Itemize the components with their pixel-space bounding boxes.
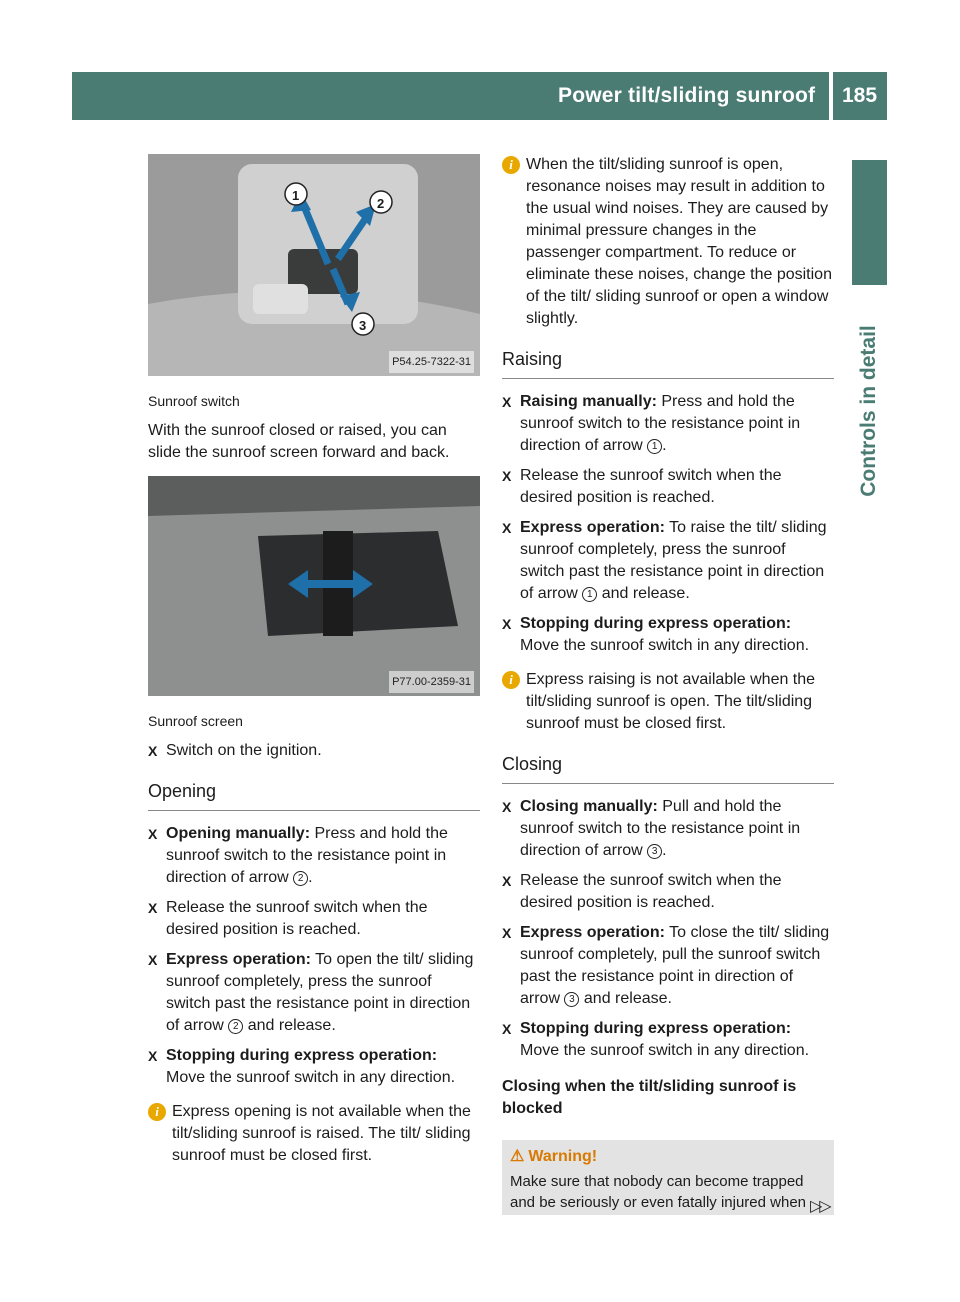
step-closing-express [502, 922, 834, 1010]
step-text: Press and hold the sunroof switch to the resistance point in direction of arrow [166, 825, 448, 886]
step-end: and release. [597, 585, 690, 602]
step-closing-stop [502, 1018, 834, 1062]
step-marker: X [502, 1021, 512, 1037]
step-text: Release the sunroof switch when the desired position is reached. [520, 872, 782, 911]
step-bold: Express operation: [520, 519, 665, 536]
step-text: Move the sunroof switch in any direction. [166, 1069, 456, 1086]
step-bold: Stopping during express operation: [166, 1047, 438, 1064]
step-text: To close the tilt/ sliding sunroof completely, pull the sunroof switch past the resistance point in direction of arrow [520, 924, 830, 1007]
warning-icon: ⚠ [510, 1148, 525, 1165]
step-text: Move the sunroof switch in any direction. [520, 1042, 810, 1059]
step-opening-stop [148, 1045, 480, 1089]
step-end: . [662, 437, 667, 454]
step-opening-release [148, 897, 480, 941]
sunroof-switch-photo [148, 154, 480, 376]
step-marker: X [502, 873, 512, 889]
step-bold: Closing manually: [520, 798, 658, 815]
section-heading-opening: Opening [148, 780, 480, 811]
step-end: and release. [243, 1017, 336, 1034]
warning-title [510, 1146, 826, 1167]
step-closing-release [502, 870, 834, 914]
step-bold: Express operation: [520, 924, 665, 941]
right-column [502, 154, 834, 1215]
step-end: . [662, 842, 667, 859]
step-marker: X [148, 900, 158, 916]
step-raising-express [502, 517, 834, 605]
step-text: To raise the tilt/ sliding sunroof completely, press the sunroof switch past the resistance point in direction of arrow [520, 519, 827, 602]
section-label-text: Controls in detail [857, 325, 880, 497]
step-marker: X [502, 468, 512, 484]
step-text: Press and hold the sunroof switch to the resistance point in direction of arrow [520, 393, 801, 454]
photo-code: P54.25-7322-31 [389, 351, 474, 373]
step-text: Move the sunroof switch in any direction. [520, 637, 810, 654]
info-text: Express opening is not available when the tilt/sliding sunroof is raised. The tilt/ sliding sunroof must be closed first. [172, 1103, 471, 1164]
section-heading-blocked: Closing when the tilt/sliding sunroof is blocked [502, 1078, 797, 1117]
page-number: 185 [842, 84, 878, 107]
step-marker: X [502, 925, 512, 941]
step-bold: Raising manually: [520, 393, 657, 410]
sunroof-switch-illustration [148, 154, 480, 376]
warning-text: Make sure that nobody can become trapped and be seriously or even fatally injured when [510, 1173, 807, 1211]
intro-paragraph: With the sunroof closed or raised, you can slide the sunroof screen forward and back. [148, 422, 450, 461]
step-raising-release [502, 465, 834, 509]
sunroof-screen-photo [148, 476, 480, 696]
warning-title-text: Warning! [528, 1148, 598, 1165]
figure-caption: Sunroof switch [148, 393, 240, 409]
arrow-ref-2: 2 [293, 871, 308, 886]
section-tab [852, 160, 887, 285]
step-bold: Opening manually: [166, 825, 311, 842]
step-end: and release. [579, 990, 672, 1007]
info-note-noise [502, 154, 834, 330]
section-heading-raising: Raising [502, 348, 834, 379]
step-bold: Stopping during express operation: [520, 1020, 792, 1037]
info-icon: i [502, 671, 520, 689]
step-closing-manual [502, 796, 834, 862]
arrow-ref-1: 1 [582, 587, 597, 602]
step-text: To open the tilt/ sliding sunroof completely, press the sunroof switch past the resistance point in direction of arrow [166, 951, 474, 1034]
step-ignition [148, 740, 480, 762]
step-text: Pull and hold the sunroof switch to the resistance point in direction of arrow [520, 798, 801, 859]
info-text: When the tilt/sliding sunroof is open, resonance noises may result in addition to the usual wind noises. They are caused by minimal pressure changes in the passenger compartment. To reduce or eliminate these noises, change the position of the tilt/ sliding sunroof or open a window slightly. [526, 156, 832, 327]
info-text: Express raising is not available when the tilt/sliding sunroof is open. The tilt/sliding sunroof must be closed first. [526, 671, 816, 732]
arrow-ref-3: 3 [564, 992, 579, 1007]
info-icon: i [148, 1103, 166, 1121]
step-marker: X [148, 952, 158, 968]
step-text: Release the sunroof switch when the desired position is reached. [166, 899, 428, 938]
step-text: Release the sunroof switch when the desired position is reached. [520, 467, 782, 506]
step-opening-express [148, 949, 480, 1037]
info-note-raising [502, 669, 834, 735]
info-icon: i [502, 156, 520, 174]
arrow-ref-1: 1 [647, 439, 662, 454]
step-end: . [308, 869, 313, 886]
step-bold: Express operation: [166, 951, 311, 968]
info-note-opening [148, 1101, 480, 1167]
arrow-ref-2: 2 [228, 1019, 243, 1034]
step-marker: X [502, 799, 512, 815]
callout-3: 3 [359, 318, 367, 333]
callout-2: 2 [377, 196, 385, 211]
step-marker: X [148, 1048, 158, 1064]
step-marker: X [502, 616, 512, 632]
callout-1: 1 [292, 188, 300, 203]
step-marker: X [148, 743, 158, 759]
photo-code: P77.00-2359-31 [389, 671, 474, 693]
step-bold: Stopping during express operation: [520, 615, 792, 632]
continue-arrows-icon: ▷▷ [810, 1198, 829, 1215]
step-marker: X [502, 520, 512, 536]
arrow-ref-3: 3 [647, 844, 662, 859]
step-marker: X [148, 826, 158, 842]
figure-caption: Sunroof screen [148, 713, 243, 729]
section-label [851, 296, 887, 526]
page-title: Power tilt/sliding sunroof [558, 84, 816, 107]
header-divider [829, 72, 833, 120]
step-marker: X [502, 394, 512, 410]
sunroof-screen-illustration [148, 476, 480, 696]
step-opening-manual [148, 823, 480, 889]
warning-box [502, 1140, 834, 1215]
step-raising-manual [502, 391, 834, 457]
step-text: Switch on the ignition. [166, 742, 322, 759]
left-column [148, 154, 480, 1179]
step-raising-stop [502, 613, 834, 657]
section-heading-closing: Closing [502, 753, 834, 784]
